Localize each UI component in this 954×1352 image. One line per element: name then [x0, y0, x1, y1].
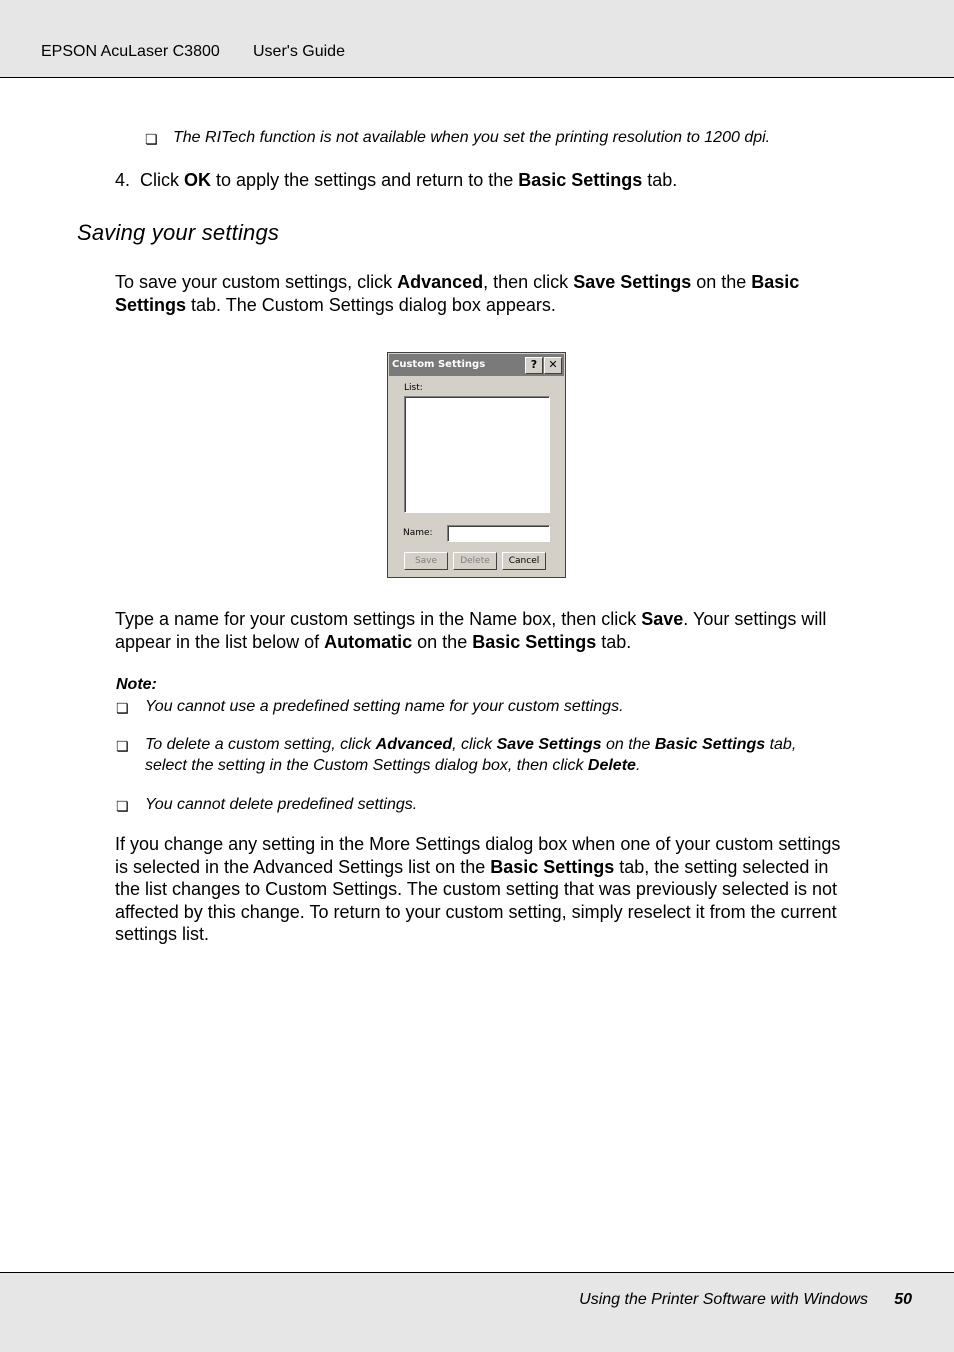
- text-run: is selected in the Advanced Settings list on the: [115, 856, 491, 877]
- text-run: To save your custom settings, click: [115, 272, 398, 292]
- list-label: List:: [404, 383, 423, 393]
- text-run: If you change any setting in the More Settings dialog box when one of your custom settings: [115, 834, 841, 854]
- custom-settings-dialog: [387, 352, 566, 578]
- text-run: , click: [452, 736, 497, 753]
- bold-advanced: Advanced: [375, 736, 453, 753]
- footer-section-title: Using the Printer Software with Windows: [579, 1291, 868, 1308]
- text-run: , then click: [483, 272, 574, 292]
- bullet-icon: ❏: [116, 738, 129, 754]
- bullet-icon: ❏: [116, 700, 129, 716]
- close-icon[interactable]: ✕: [544, 357, 562, 374]
- dialog-title-bar: [389, 354, 564, 376]
- page-footer: [0, 1272, 954, 1352]
- text-run: tab, the setting selected in: [614, 856, 829, 877]
- delete-button[interactable]: Delete: [453, 552, 497, 570]
- page-header: [0, 0, 954, 78]
- bold-delete: Delete: [587, 757, 636, 774]
- note-item-3: You cannot delete predefined settings.: [145, 796, 418, 813]
- bullet-icon: ❏: [145, 131, 158, 147]
- text-run: on the: [412, 631, 473, 652]
- step-4: [115, 169, 677, 192]
- text-run: affected by this change. To return to your custom setting, simply reselect it from the current: [115, 901, 837, 922]
- text-run: Click: [140, 170, 185, 190]
- text-run: Type a name for your custom settings in the Name box, then click: [115, 609, 642, 629]
- header-guide-title: User's Guide: [253, 43, 345, 60]
- help-icon[interactable]: ?: [525, 357, 543, 374]
- text-run: on the: [601, 736, 655, 753]
- text-run: appear in the list below of: [115, 631, 325, 652]
- bold-save-settings: Save Settings: [496, 736, 602, 753]
- bold-basic-settings: Basic Settings: [472, 631, 597, 652]
- bold-save: Save: [641, 609, 684, 629]
- name-label: Name:: [403, 528, 433, 538]
- step-number: 4.: [115, 170, 131, 190]
- bold-save-settings: Save Settings: [573, 272, 692, 292]
- bold-basic: Basic: [751, 272, 800, 292]
- dialog-title: Custom Settings: [392, 359, 486, 370]
- text-run: tab. The Custom Settings dialog box appears.: [186, 294, 556, 315]
- bold-basic-settings: Basic Settings: [490, 856, 615, 877]
- bold-advanced: Advanced: [397, 272, 484, 292]
- ritech-note: The RITech function is not available when you set the printing resolution to 1200 dpi.: [173, 129, 771, 146]
- text-run: tab.: [596, 631, 632, 652]
- bullet-icon: ❏: [116, 798, 129, 814]
- bold-ok: OK: [184, 170, 212, 190]
- paragraph-change-settings: [115, 833, 895, 946]
- settings-list[interactable]: [404, 396, 550, 513]
- bold-basic-settings: Basic Settings: [654, 736, 766, 753]
- text-run: settings list.: [115, 924, 210, 944]
- save-button[interactable]: Save: [404, 552, 448, 570]
- paragraph-save-intro: [115, 271, 875, 316]
- bold-settings: Settings: [115, 294, 187, 315]
- paragraph-type-name: [115, 608, 885, 653]
- page-number: 50: [894, 1291, 912, 1308]
- header-product: EPSON AcuLaser C3800: [41, 43, 220, 60]
- bold-automatic: Automatic: [324, 631, 413, 652]
- text-run: tab.: [642, 170, 678, 190]
- text-run: . Your settings will: [683, 609, 827, 629]
- text-run: select the setting in the Custom Settings dialog box, then click: [145, 757, 588, 774]
- note-item-1: You cannot use a predefined setting name for your custom settings.: [145, 698, 624, 715]
- text-run: on the: [691, 272, 752, 292]
- text-run: To delete a custom setting, click: [145, 736, 376, 753]
- name-input[interactable]: [447, 525, 550, 542]
- note-item-2: [145, 734, 885, 776]
- bold-basic-settings: Basic Settings: [518, 170, 643, 190]
- text-run: tab,: [765, 736, 797, 753]
- note-label: Note:: [116, 676, 157, 693]
- section-heading: Saving your settings: [77, 220, 280, 245]
- text-run: to apply the settings and return to the: [211, 170, 519, 190]
- text-run: .: [635, 757, 641, 774]
- cancel-button[interactable]: Cancel: [502, 552, 546, 570]
- text-run: the list changes to Custom Settings. The custom setting that was previously selected is not: [115, 879, 838, 899]
